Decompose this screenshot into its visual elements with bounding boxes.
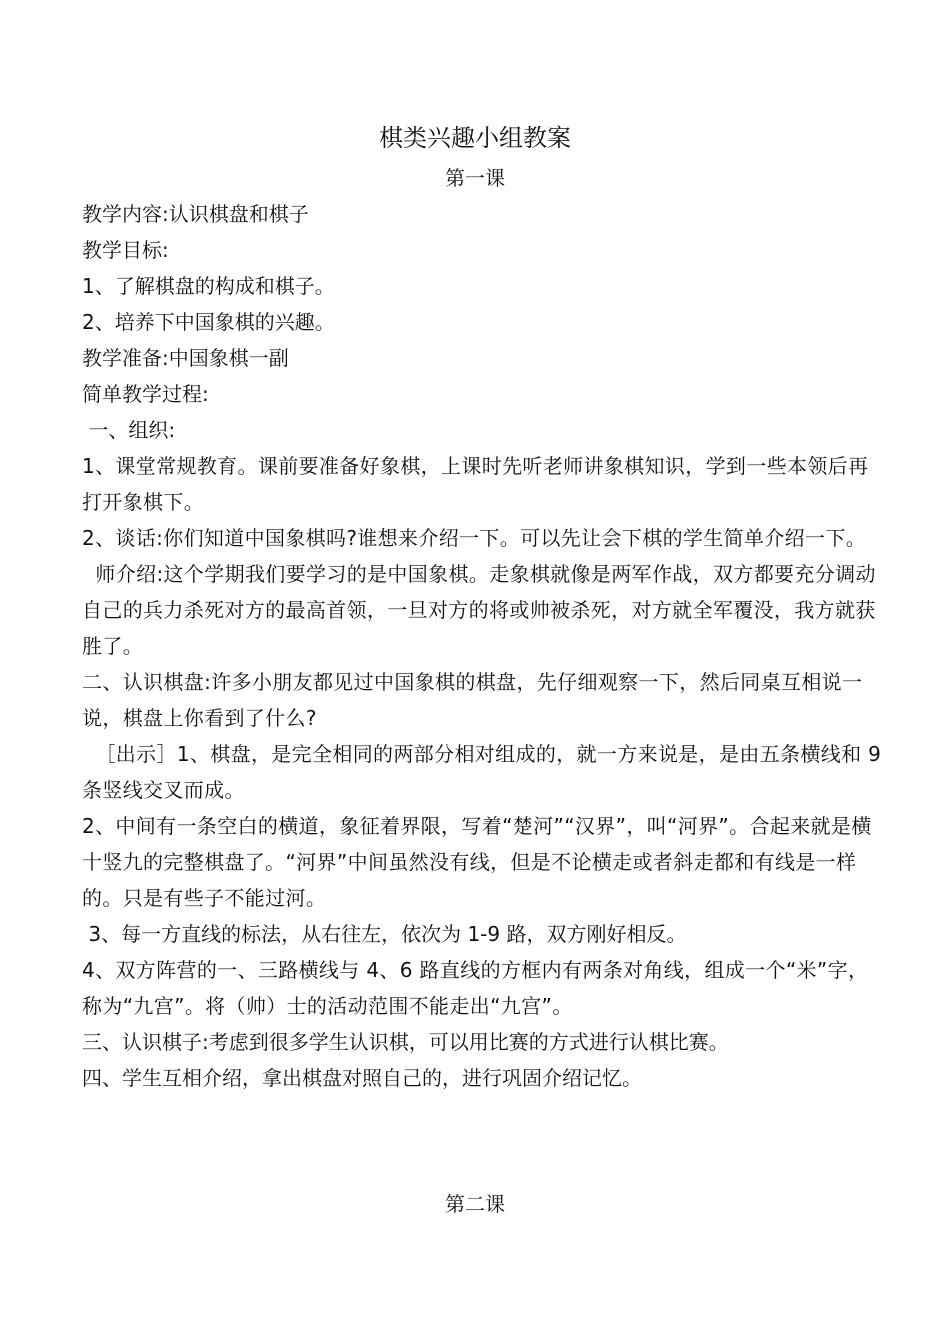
lesson-1-heading: 第一课 [445, 166, 505, 190]
section-board-paragraph: 二、认识棋盘:许多小朋友都见过中国象棋的棋盘，先仔细观察一下，然后同桌互相说一说，棋盘上你看到了什么? [82, 670, 863, 730]
goal-item-2: 2、培养下中国象棋的兴趣。 [82, 310, 335, 334]
organize-item-2: 2、谈话:你们知道中国象棋吗?谁想来介绍一下。可以先让会下棋的学生简单介绍一下。 [82, 526, 867, 550]
board-item-4: 4、双方阵营的一、三路横线与 4、6 路直线的方框内有两条对角线，组成一个“米”字，称为“九宫”。将（帅）士的活动范围不能走出“九宫”。 [82, 958, 869, 1018]
board-item-3: 3、每一方直线的标法，从右往左，依次为 1-9 路，双方刚好相反。 [82, 922, 687, 946]
goal-item-1: 1、了解棋盘的构成和棋子。 [82, 274, 335, 298]
process-heading: 简单教学过程: [82, 382, 209, 406]
section-review-line: 四、学生互相介绍，拿出棋盘对照自己的，进行巩固介绍记忆。 [82, 1066, 642, 1090]
lesson-2-heading: 第二课 [445, 1192, 505, 1216]
teacher-intro-paragraph: 师介绍:这个学期我们要学习的是中国象棋。走象棋就像是两军作战，双方都要充分调动自己的兵力杀死对方的最高首领，一旦对方的将或帅被杀死，对方就全军覆没，我方就获胜了。 [82, 562, 876, 658]
section-organize-heading: 一、组织: [82, 418, 176, 442]
document-title: 棋类兴趣小组教案 [379, 124, 571, 152]
board-item-1: ［出示］1、棋盘，是完全相同的两部分相对组成的，就一方来说是，是由五条横线和 9 条竖线交叉而成。 [82, 742, 888, 802]
teaching-content-line: 教学内容:认识棋盘和棋子 [82, 202, 309, 226]
teaching-goal-heading: 教学目标: [82, 238, 169, 262]
teaching-prep-line: 教学准备:中国象棋一副 [82, 346, 289, 370]
organize-item-1: 1、课堂常规教育。课前要准备好象棋，上课时先听老师讲象棋知识，学到一些本领后再打开象棋下。 [82, 454, 869, 514]
lesson-1-body [82, 196, 888, 1096]
board-item-2: 2、中间有一条空白的横道，象征着界限，写着“楚河”“汉界”，叫“河界”。合起来就是横十竖九的完整棋盘了。“河界”中间虽然没有线，但是不论横走或者斜走都和有线是一样的。只是有些子不能过河。 [82, 814, 872, 910]
section-pieces-line: 三、认识棋子:考虑到很多学生认识棋，可以用比赛的方式进行认棋比赛。 [82, 1030, 729, 1054]
